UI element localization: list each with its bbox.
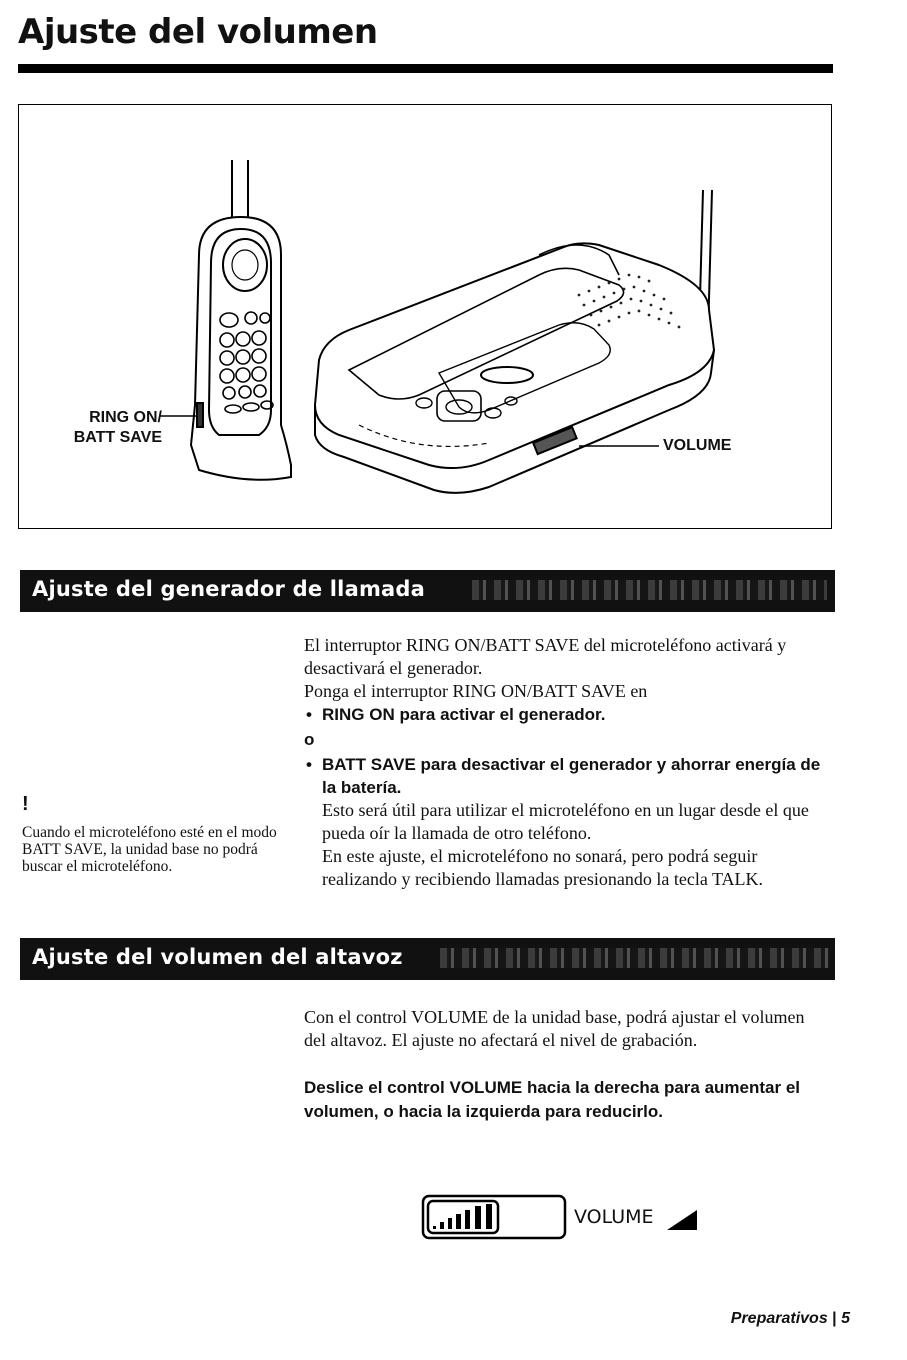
bar-texture — [440, 948, 830, 968]
bullet-ring-on: • RING ON para activar el generador. — [306, 705, 606, 724]
or-separator: o — [304, 730, 315, 749]
bullet-batt-save: • BATT SAVE para desactivar el generador y ahorrar energía de la batería. — [306, 755, 821, 797]
ring-callout-line1: RING ON/ — [89, 409, 162, 426]
section-header-ring — [20, 570, 835, 612]
ring-callout-line2: BATT SAVE — [73, 429, 162, 446]
volume-callout: VOLUME — [663, 437, 732, 454]
ring-paragraph-2: Ponga el interruptor RING ON/BATT SAVE en — [304, 681, 648, 701]
volume-slider-drawing — [420, 1192, 720, 1244]
footer-page-number: 5 — [841, 1310, 850, 1327]
section-header-speaker — [20, 938, 835, 980]
volume-slider-label: VOLUME — [574, 1206, 654, 1228]
ring-switch-callout — [46, 408, 162, 448]
note-text: Cuando el microteléfono esté en el modo BATT SAVE, la unidad base no podrá buscar el microteléfono. — [22, 824, 277, 875]
ring-paragraph-3: Esto será útil para utilizar el microteléfono en un lugar desde el que pueda oír la llamada de otro teléfono. — [322, 800, 809, 843]
page-footer: Preparativos | 5 — [730, 1310, 850, 1327]
speaker-paragraph-1: Con el control VOLUME de la unidad base, podrá ajustar el volumen del altavoz. El ajuste no afectará el nivel de grabación. — [304, 1007, 805, 1050]
phone-illustration — [18, 104, 832, 529]
speaker-section-body — [304, 1006, 829, 1124]
ring-section-body — [304, 634, 829, 891]
ring-paragraph-1: El interruptor RING ON/BATT SAVE del microteléfono activará y desactivará el generador. — [304, 635, 787, 678]
bar-texture — [472, 580, 827, 600]
footer-section-label: Preparativos — [730, 1310, 828, 1327]
section-heading: Ajuste del volumen del altavoz — [32, 945, 403, 969]
phone-drawing — [19, 105, 833, 530]
speaker-instruction: Deslice el control VOLUME hacia la derecha para aumentar el volumen, o hacia la izquierda para reducirlo. — [304, 1078, 801, 1121]
volume-slider-figure — [420, 1192, 720, 1244]
section-heading: Ajuste del generador de llamada — [32, 577, 426, 601]
ring-paragraph-4: En este ajuste, el microteléfono no sonará, pero podrá seguir realizando y recibiendo llamadas presionando la tecla TALK. — [322, 846, 764, 889]
bullet-ring-on-text: RING ON para activar el generador. — [322, 705, 606, 724]
bullet-batt-save-text: BATT SAVE para desactivar el generador y ahorrar energía de la batería. — [322, 755, 821, 797]
title-rule — [18, 64, 833, 73]
note-icon: ! — [22, 793, 29, 815]
page-title: Ajuste del volumen — [18, 12, 378, 52]
